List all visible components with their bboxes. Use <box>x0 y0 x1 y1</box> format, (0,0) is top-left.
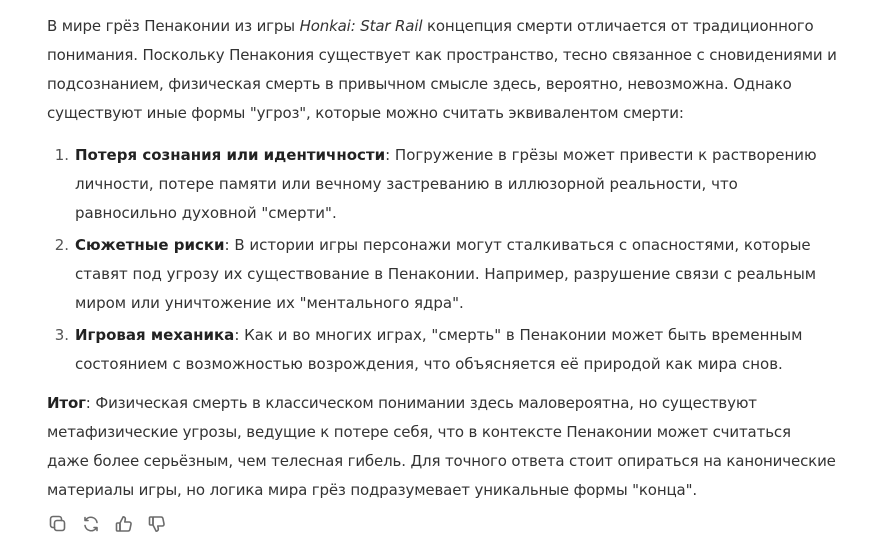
list-item-title: Сюжетные риски <box>75 236 225 254</box>
assistant-message <box>47 12 837 505</box>
list-number: 2. <box>54 236 69 254</box>
list-item-text: : Как и во многих играх, "смерть" в Пенаконии может быть временным состоянием с возможностью возрождения, что объясняется её природой как мира снов. <box>75 326 803 373</box>
list-item-text: : Погружение в грёзы может привести к растворению личности, потере памяти или вечному застреванию в иллюзорной реальности, что равносильно духовной "смерти". <box>75 146 817 222</box>
copy-icon <box>48 514 68 534</box>
like-button[interactable] <box>113 513 135 535</box>
summary-title: Итог <box>47 394 86 412</box>
intro-paragraph <box>47 12 837 128</box>
intro-text-2: концепция смерти отличается от традиционного понимания. Поскольку Пенакония существует как пространство, тесно связанное с сновидениями и подсознанием, физическая смерть в привычном смысле здесь, вероятно, невозможна. Однако существуют иные формы "угроз", которые можно считать эквивалентом смерти: <box>47 17 837 122</box>
copy-button[interactable] <box>47 513 69 535</box>
message-actions <box>47 513 168 535</box>
game-title: Honkai: Star Rail <box>299 17 423 35</box>
list-item-text: : В истории игры персонажи могут сталкиваться с опасностями, которые ставят под угрозу их существование в Пенаконии. Например, разрушение связи с реальным миром или уничтожение их "ментального ядра". <box>75 236 817 312</box>
summary-paragraph <box>47 389 837 505</box>
regenerate-button[interactable] <box>80 513 102 535</box>
list-item-title: Потеря сознания или идентичности <box>75 146 386 164</box>
list-item <box>54 321 837 379</box>
intro-text-1: В мире грёз Пенаконии из игры <box>47 17 300 35</box>
numbered-list <box>47 141 837 379</box>
summary-text: : Физическая смерть в классическом понимании здесь маловероятна, но существуют метафизические угрозы, ведущие к потере себя, что в контексте Пенаконии может считаться даже более серьёзным, чем телесная гибель. Для точного ответа стоит опираться на канонические материалы игры, но логика мира грёз подразумевает уникальные формы "конца". <box>47 394 836 499</box>
thumbs-up-icon <box>114 514 134 534</box>
thumbs-down-icon <box>147 514 167 534</box>
list-number: 1. <box>54 146 69 164</box>
regenerate-icon <box>81 514 101 534</box>
list-number: 3. <box>54 326 69 344</box>
list-item <box>54 231 837 318</box>
list-item <box>54 141 837 228</box>
dislike-button[interactable] <box>146 513 168 535</box>
list-item-title: Игровая механика <box>75 326 235 344</box>
